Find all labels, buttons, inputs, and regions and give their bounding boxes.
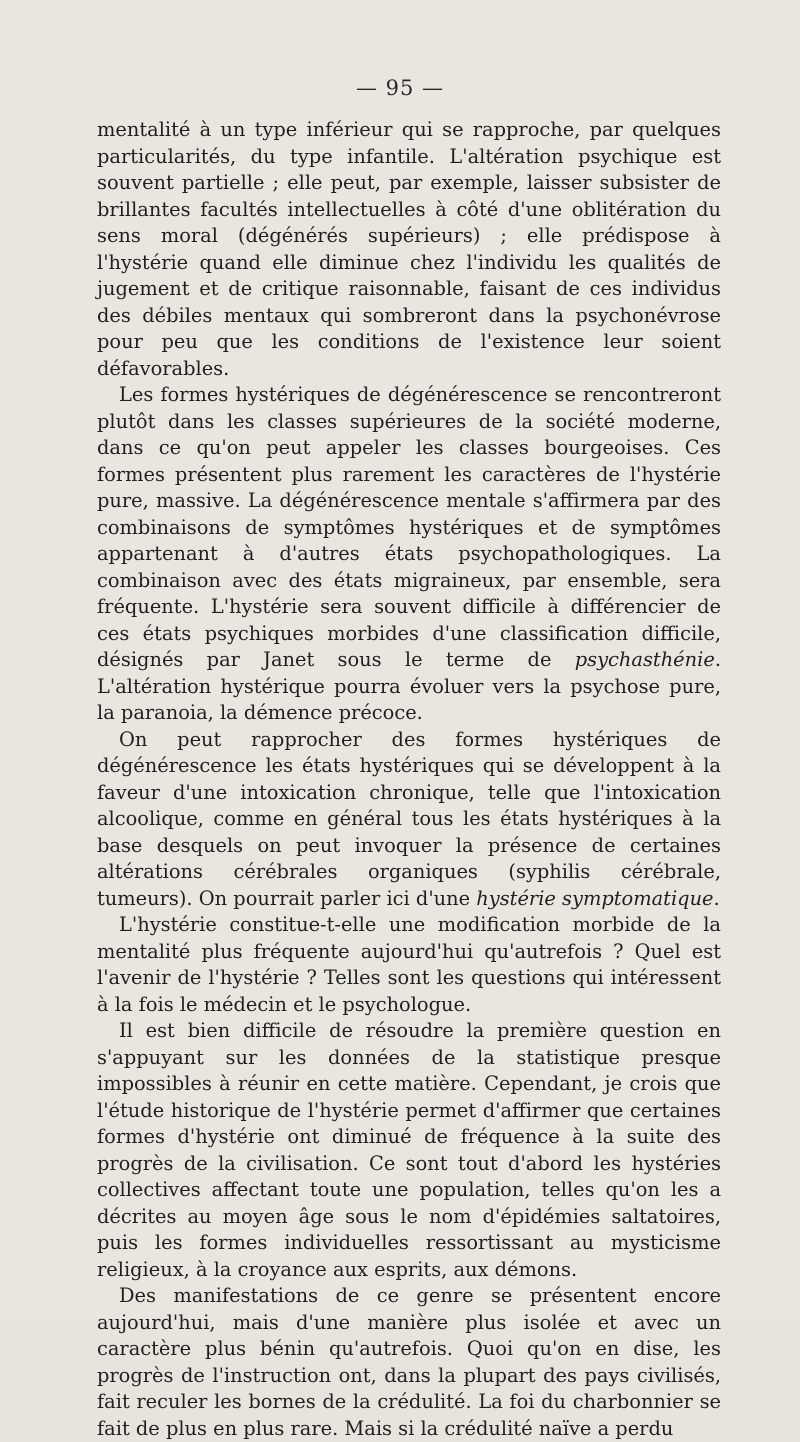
paragraph-text: Il est bien difficile de résoudre la première question en s'appuyant sur les données de la statistique presque impossibles à réunir en cette matière. Cependant, je crois que l'étude historique de l'hystérie permet d'affirmer que certaines formes d'hystérie ont diminué de fréquence à la suite des progrès de la civilisation. Ce sont tout d'abord les hystéries collectives affectant toute une population, telles qu'on les a décrites au moyen âge sous le nom d'épidémies saltatoires, puis les formes individuelles ressortissant au mysticisme religieux, à la croyance aux esprits, aux démons.	[97, 1019, 721, 1281]
paragraph	[97, 727, 721, 913]
page-number: — 95 —	[355, 76, 445, 100]
paragraph	[97, 382, 721, 727]
paragraph-text: mentalité à un type inférieur qui se rapproche, par quelques particularités, du type infantile. L'altération psychique est souvent partielle ; elle peut, par exemple, laisser subsister de brillantes facultés intellectuelles à côté d'une oblitération du sens moral (dégénérés supérieurs) ; elle prédispose à l'hystérie quand elle diminue chez l'individu les qualités de jugement et de critique raisonnable, faisant de ces individus des débiles mentaux qui sombreront dans la psychonévrose pour peu que les conditions de l'existence leur soient défavorables.	[97, 118, 721, 380]
paragraph-text: Des manifestations de ce genre se présentent encore aujourd'hui, mais d'une manière plus isolée et avec un caractère plus bénin qu'autrefois. Quoi qu'on en dise, les progrès de l'instruction ont, dans la plupart des pays civilisés, fait reculer les bornes de la crédulité. La foi du charbonnier se fait de plus en plus rare. Mais si la crédulité naïve a perdu	[97, 1284, 721, 1440]
italic-term-psychasthenie: psychasthénie	[574, 648, 715, 671]
paragraph	[97, 117, 721, 382]
paragraph	[97, 912, 721, 1018]
paragraph-text: L'hystérie constitue-t-elle une modification morbide de la mentalité plus fréquente aujourd'hui qu'autrefois ? Quel est l'avenir de l'hystérie ? Telles sont les questions qui intéressent à la fois le médecin et le psychologue.	[97, 913, 721, 1016]
paragraph-text: On peut rapprocher des formes hystériques de dégénérescence les états hystériques qui se développent à la faveur d'une intoxication chronique, telle que l'intoxication alcoolique, comme en général tous les états hystériques à la base desquels on peut invoquer la présence de certaines altérations cérébrales organiques (syphilis cérébrale, tumeurs). On pourrait parler ici d'une	[97, 727, 721, 910]
body-text	[97, 117, 721, 1442]
paragraph-text: Les formes hystériques de dégénérescence se rencontreront plutôt dans les classes supérieures de la société moderne, dans ce qu'on peut appeler les classes bourgeoises. Ces formes présentent plus rarement les caractères de l'hystérie pure, massive. La dégénérescence mentale s'affirmera par des combinaisons de symptômes hystériques et de symptômes appartenant à d'autres états psychopathologiques. La combinaison avec des états migraineux, par ensemble, sera fréquente. L'hystérie sera souvent difficile à différencier de ces états psychiques morbides d'une classification difficile, désignés par Janet sous le terme de	[97, 383, 721, 671]
paragraph	[97, 1018, 721, 1283]
paragraph-text: .	[713, 886, 720, 910]
paragraph-text: . L'altération hystérique pourra évoluer vers la psychose pure, la paranoia, la démence précoce.	[97, 648, 721, 724]
paragraph	[97, 1283, 721, 1442]
italic-term-hysterie-symptomatique: hystérie symptomatique	[476, 886, 714, 910]
